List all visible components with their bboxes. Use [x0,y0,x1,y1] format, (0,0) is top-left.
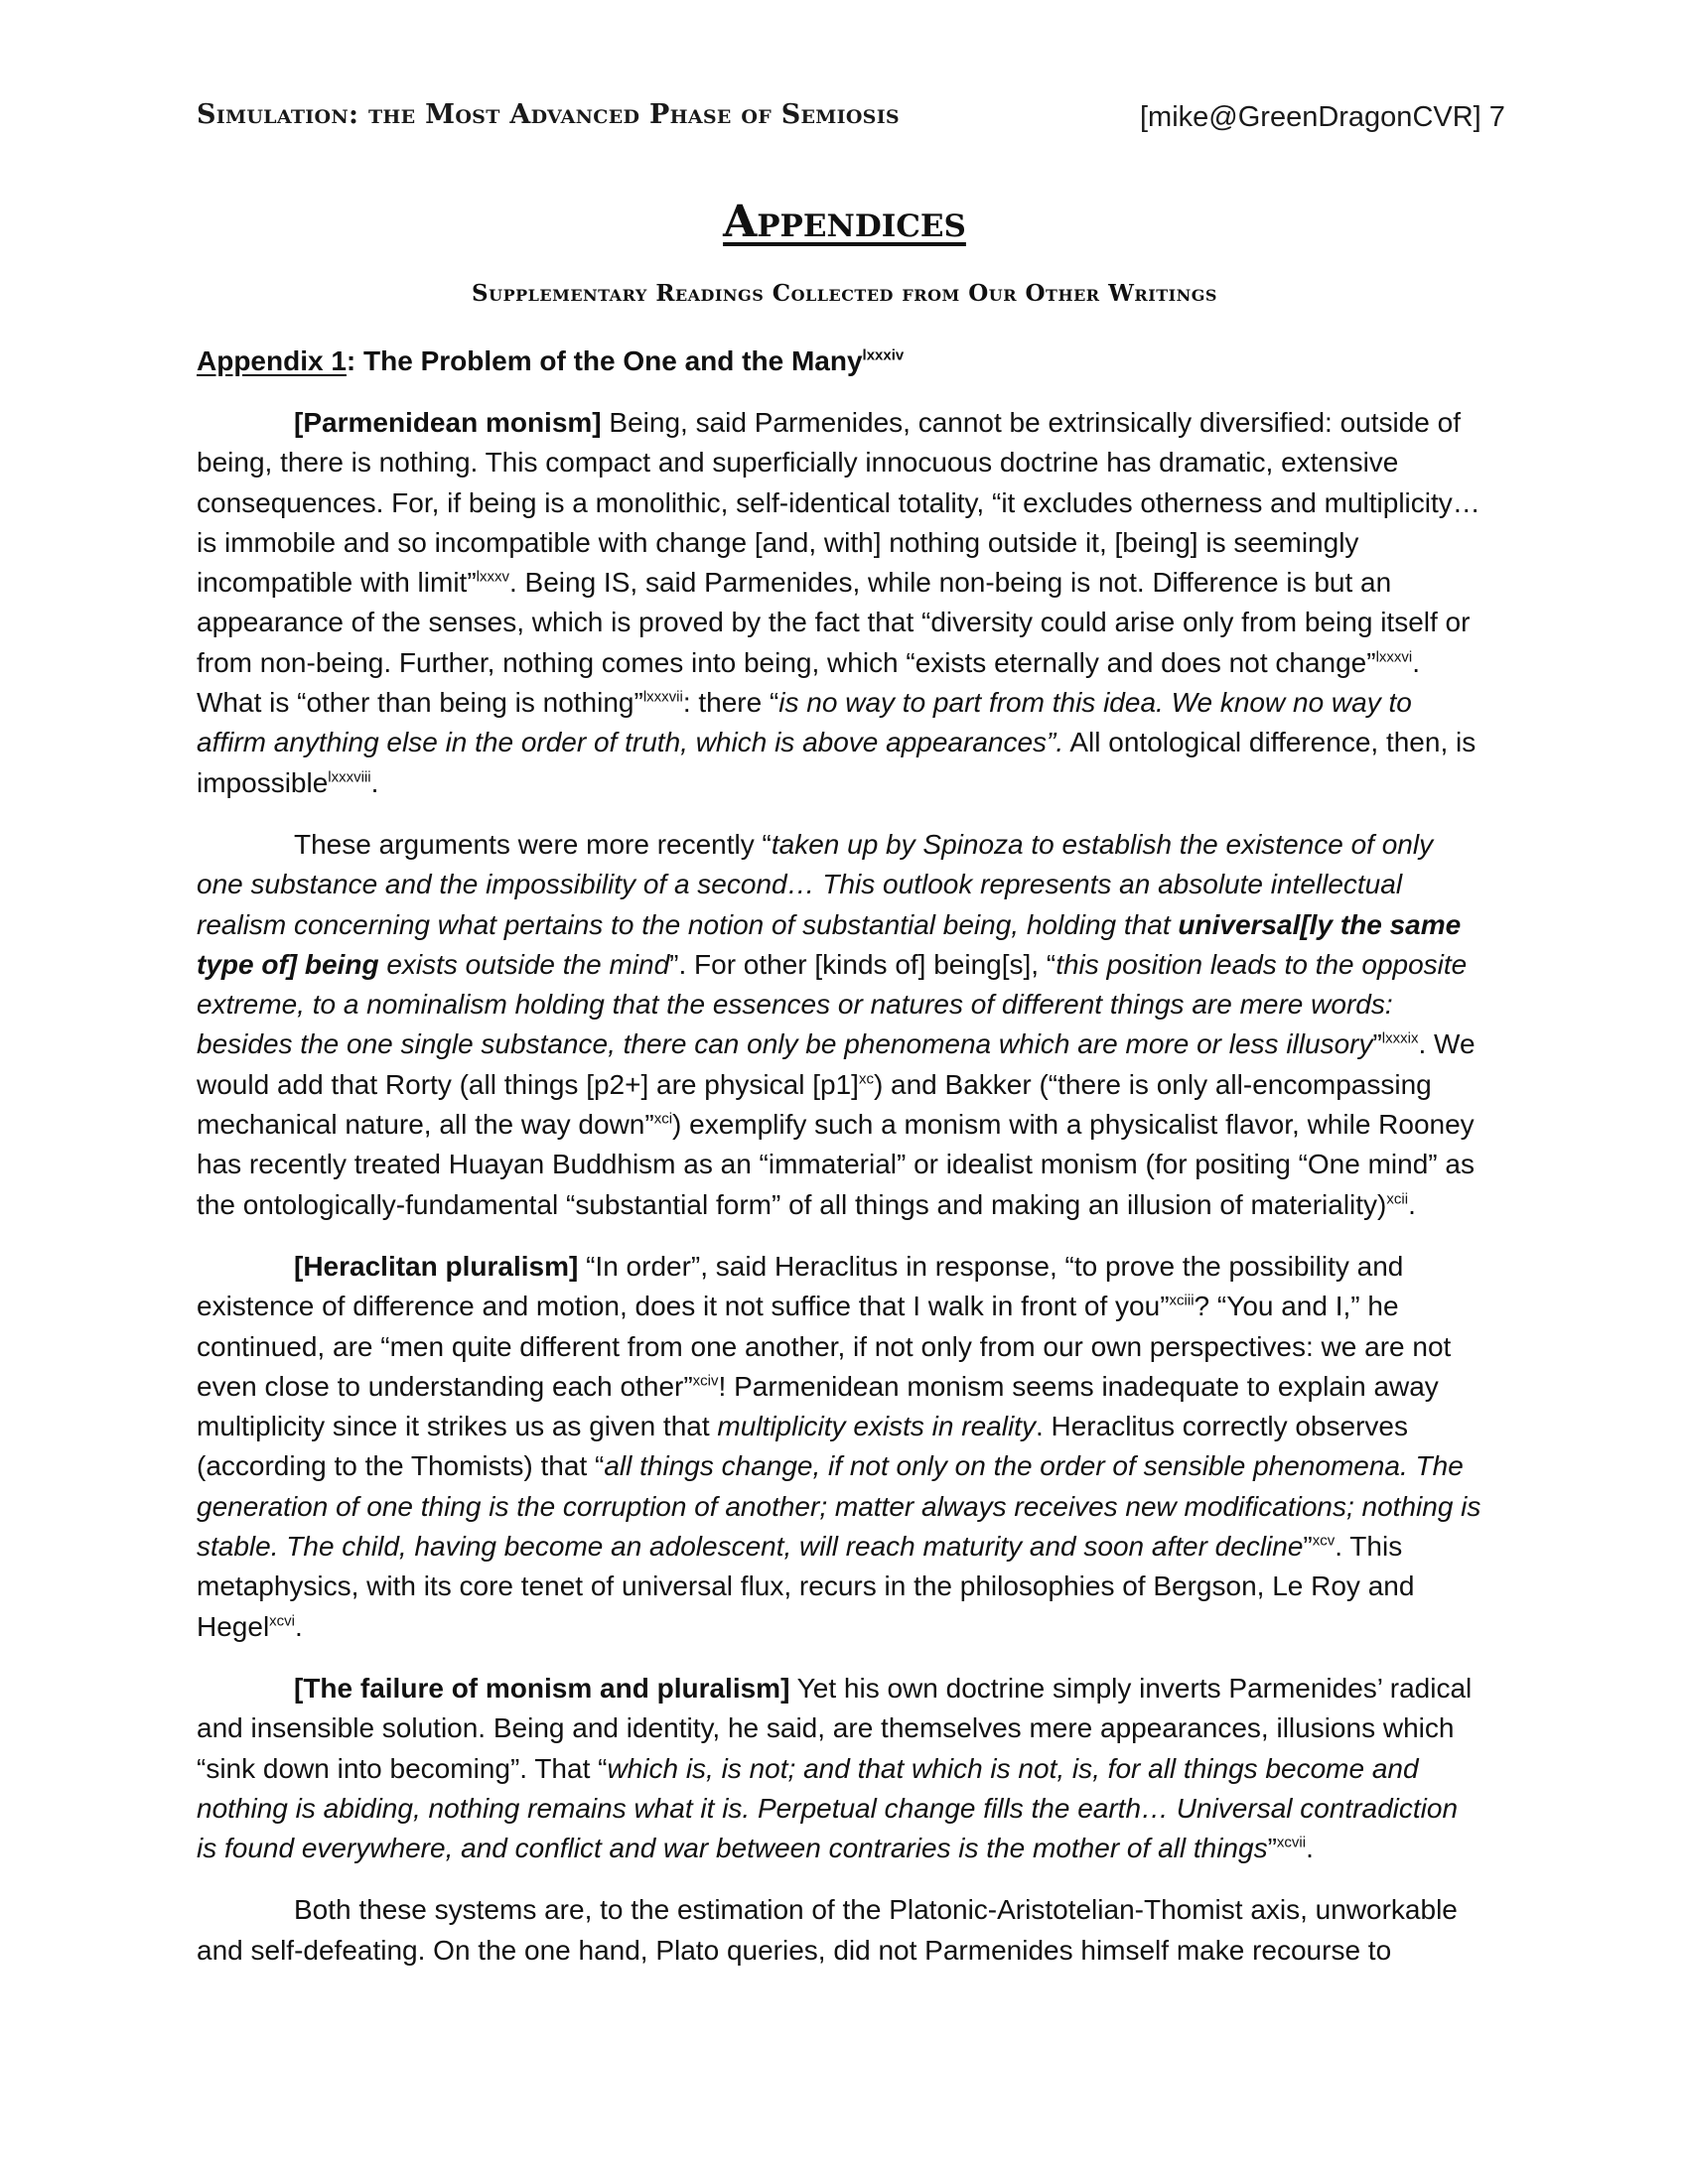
paragraph [197,1890,1482,1971]
endnote-ref: lxxxix [1381,1030,1419,1048]
text-run: All ontological difference, then, is impossible [197,727,1477,798]
running-header-title: Simulation: the Most Advanced Phase of Semiosis [197,99,900,130]
endnote-ref: xcv [1312,1532,1336,1550]
text-run: Both these systems are, to the estimation of the Platonic-Aristotelian-Thomist axis, unworkable and self-defeating. On the one hand, Plato queries, did not Parmenides himself make recourse to [197,1894,1458,1966]
page-subtitle: Supplementary Readings Collected from Our Other Writings [472,280,1217,307]
text-run: ! Parmenidean monism seems inadequate to explain away multiplicity since it strikes us as given that [197,1370,1439,1442]
paragraph [197,825,1482,1225]
text-run: ”. For other [kinds of] being[s], “ [669,948,1056,980]
quoted-text: exists outside the mind [378,948,670,980]
section-label: Appendix 1 [197,345,347,376]
quoted-text: this position leads to the opposite extreme, to a nominalism holding that the essences or natures of different things are mere words: besides the one single substance, there can only be phenomena which are more or less illusory [197,948,1468,1060]
text-run: : there “ [682,687,779,719]
running-header-page-number: [mike@GreenDragonCVR] 7 [1140,101,1505,133]
text-run: ” [1303,1531,1313,1563]
text-run: . [1408,1188,1416,1220]
text-run: . Being IS, said Parmenides, while non-being is not. Difference is but an appearance of the senses, which is proved by the fact that “diversity could arise only from being itself or from non-being. Further, nothing comes into being, which “exists eternally and does not change” [197,567,1471,678]
paragraph [197,1247,1482,1647]
paragraph [197,1669,1482,1868]
text-run: ) and Bakker (“there is only all-encompassing mechanical nature, all the way down” [197,1068,1432,1141]
text-run: . [295,1610,303,1642]
quoted-text: is no way to part from this idea. We know no way to affirm anything else in the order of truth, which is above appearances”. [197,687,1412,758]
text-run: These arguments were more recently “ [294,828,772,860]
paragraph [197,403,1482,803]
endnote-ref: xci [653,1110,673,1128]
text-run: . [1306,1833,1314,1864]
quoted-text: taken up by Spinoza to establish the existence of only one substance and the impossibility of a second… This outlook represents an absolute intellectual realism concerning what pertains to the notion of substantial being, holding that [197,828,1434,940]
text-run: ” [1267,1833,1277,1864]
text-run: Yet his own doctrine simply inverts Parmenides’ radical and insensible solution. Being and identity, he said, are themselves mere appearances, illusions which “sink down into becoming”. That “ [197,1672,1473,1784]
endnote-ref: xciii [1169,1292,1195,1309]
paragraph-lead: [Parmenidean monism] [294,407,602,438]
endnote-ref: lxxxvi [1375,648,1413,666]
paragraph-lead: [The failure of monism and pluralism] [294,1672,790,1704]
text-run: . We would add that Rorty (all things [p2+] are physical [p1] [197,1028,1476,1100]
text-run: Being, said Parmenides, cannot be extrinsically diversified: outside of being, there is nothing. This compact and superficially innocuous doctrine has dramatic, extensive consequences. For, if being is a monolithic, self-identical totality, “it excludes otherness and multiplicity… is immobile and so incompatible with change [and, with] nothing outside it, [being] is seemingly incompatible with limit” [197,407,1480,599]
endnote-ref: xciv [692,1372,719,1390]
text-run: ) exemplify such a monism with a physicalist flavor, while Rooney has recently treated Huayan Buddhism as an “immaterial” or idealist monism (for positing “One mind” as the ontologically-fundamental “substantial form” of all things and making an illusion of materiality) [197,1109,1475,1220]
text-run: . Heraclitus correctly observes (according to the Thomists) that “ [197,1411,1408,1482]
paragraph-lead: [Heraclitan pluralism] [294,1250,579,1282]
quoted-text: which is, is not; and that which is not, is, for all things become and nothing is abiding, nothing remains what it is. Perpetual change fills the earth… Universal contradiction is found everywhere, and conflict and war between contraries is the mother of all things [197,1752,1459,1864]
endnote-ref: xcvii [1276,1834,1307,1851]
page-title: Appendices [723,197,966,247]
section-endnote-ref: lxxxiv [862,346,905,364]
body-text [197,403,1482,1992]
emphasized-text: universal[ly the same type of] being [197,908,1462,980]
endnote-ref: xc [858,1070,874,1088]
text-run: ? “You and I,” he continued, are “men quite different from one another, if not only from our own perspectives: we are not even close to understanding each other” [197,1291,1452,1402]
text-run: “In order”, said Heraclitus in response, “to prove the possibility and existence of difference and motion, does it not suffice that I walk in front of you” [197,1250,1404,1322]
section-title: : The Problem of the One and the Many [346,345,863,376]
text-run: ” [1372,1028,1382,1060]
section-heading [197,345,904,377]
endnote-ref: xcvi [269,1612,296,1630]
text-run: . What is “other than being is nothing” [197,646,1421,719]
endnote-ref: lxxxv [476,568,509,586]
endnote-ref: xcii [1386,1190,1409,1208]
quoted-text: all things change, if not only on the order of sensible phenomena. The generation of one thing is the corruption of another; matter always receives new modifications; nothing is stable. The child, having become an adolescent, will reach maturity and soon after decline [197,1450,1481,1563]
endnote-ref: lxxxviii [328,768,371,786]
text-run: . This metaphysics, with its core tenet of universal flux, recurs in the philosophies of Bergson, Le Roy and Hegel [197,1531,1415,1642]
quoted-text: multiplicity exists in reality [717,1411,1036,1442]
endnote-ref: lxxxvii [642,688,683,706]
text-run: . [370,766,379,798]
